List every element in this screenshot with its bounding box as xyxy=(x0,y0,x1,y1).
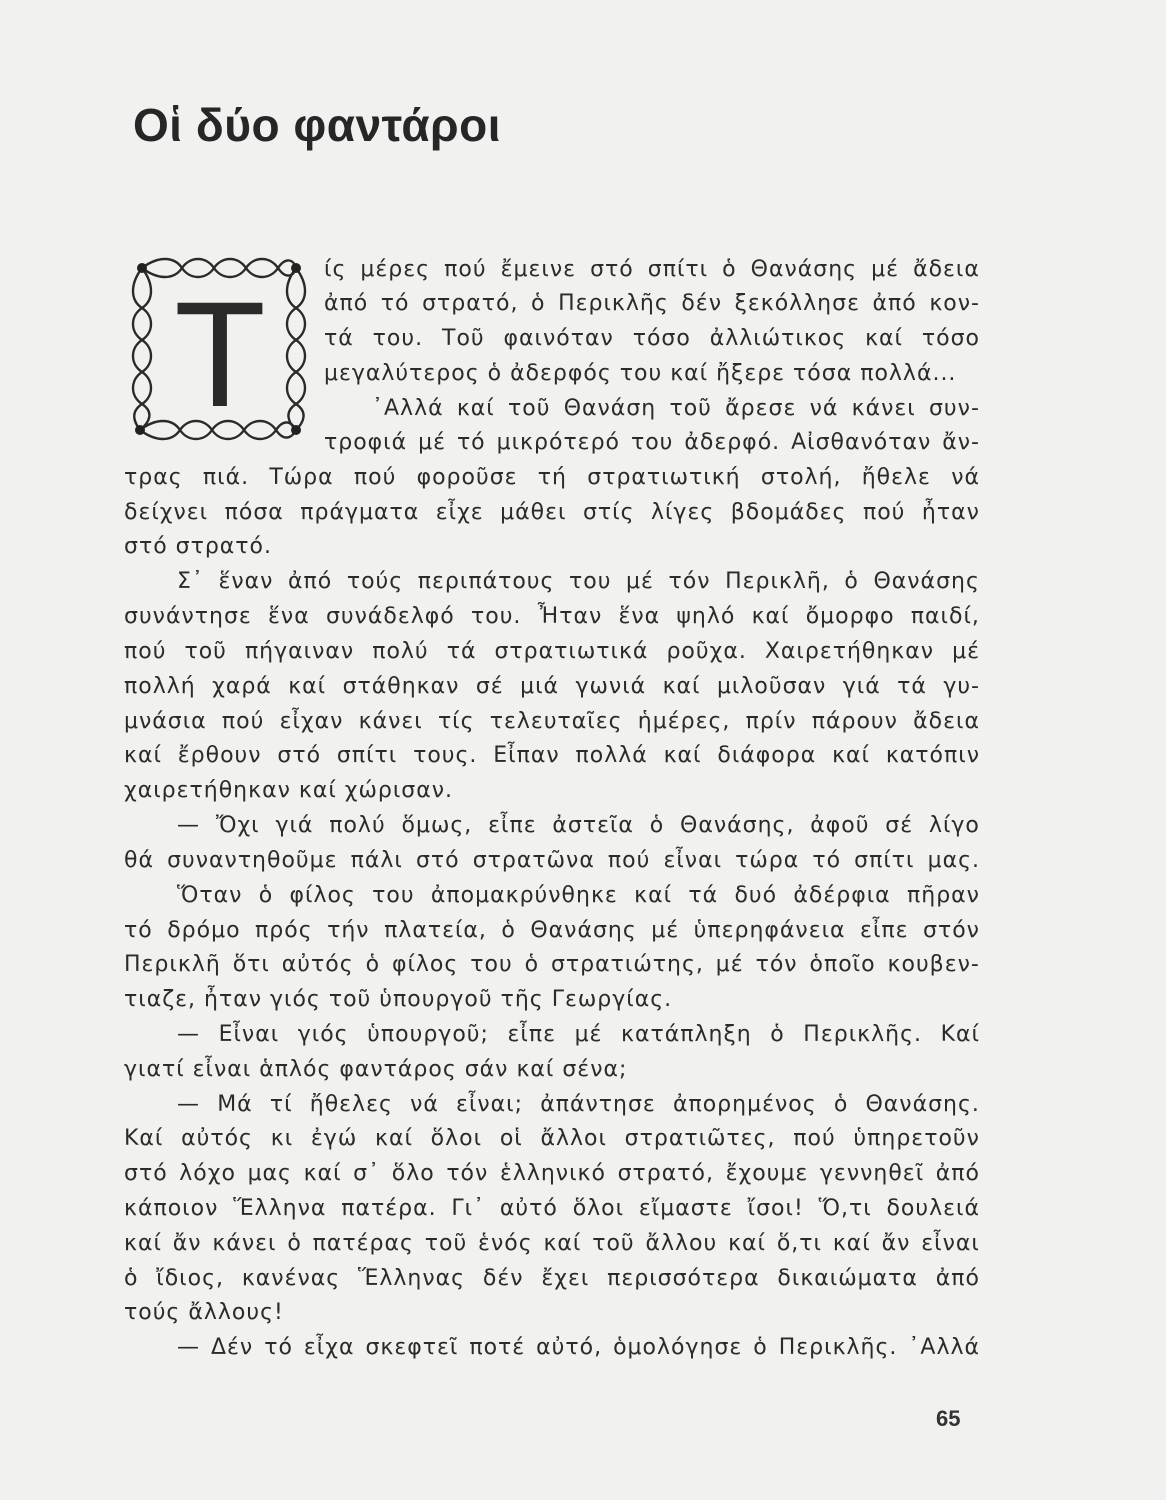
text-line: — Μά τί ἤθελες νά εἶναι; ἀπάντησε ἀπορημένος ὁ Θανάσης. xyxy=(177,1092,980,1117)
drop-cap-letter: T xyxy=(174,270,266,438)
text-line: συνάντησε ἕνα συνάδελφό του. Ἦταν ἕνα ψηλό καί ὄμορφο παιδί, xyxy=(124,604,980,629)
text-line: ίς μέρες πού ἔμεινε στό σπίτι ὁ Θανάσης μέ ἄδεια xyxy=(324,257,980,282)
text-line: καί ἔρθουν στό σπίτι τους. Εἶπαν πολλά καί διάφορα καί κατόπιν xyxy=(124,743,980,768)
text-line: τούς ἄλλους! xyxy=(124,1300,284,1325)
text-line: γιατί εἶναι ἁπλός φαντάρος σάν καί σένα; xyxy=(124,1057,628,1082)
text-line: Σ᾿ ἕναν ἀπό τούς περιπάτους του μέ τόν Περικλῆ, ὁ Θανάσης xyxy=(177,569,980,594)
page-number: 65 xyxy=(936,1406,961,1431)
text-line: θά συναντηθοῦμε πάλι στό στρατῶνα πού εἶναι τώρα τό σπίτι μας. xyxy=(124,848,980,873)
text-line: στό στρατό. xyxy=(124,534,272,559)
text-line: καί ἄν κάνει ὁ πατέρας τοῦ ἑνός καί τοῦ ἄλλου καί ὅ,τι καί ἄν εἶναι xyxy=(124,1231,980,1256)
text-line: χαιρετήθηκαν καί χώρισαν. xyxy=(124,778,454,803)
text-line: — Δέν τό εἶχα σκεφτεῖ ποτέ αὐτό, ὁμολόγησε ὁ Περικλῆς. ᾿Αλλά xyxy=(177,1335,980,1360)
text-line: Περικλῆ ὅτι αὐτός ὁ φίλος του ὁ στρατιώτης, μέ τόν ὁποῖο κουβεν- xyxy=(124,952,980,977)
drop-cap-ornament xyxy=(130,256,308,444)
chapter-title: Οἱ δύο φαντάροι xyxy=(133,99,502,151)
text-line: Ὅταν ὁ φίλος του ἀπομακρύνθηκε καί τά δυό ἀδέρφια πῆραν xyxy=(177,883,980,908)
text-line: Καί αὐτός κι ἐγώ καί ὅλοι οἱ ἄλλοι στρατιῶτες, πού ὑπηρετοῦν xyxy=(124,1126,980,1151)
text-line: μνάσια πού εἶχαν κάνει τίς τελευταῖες ἡμέρες, πρίν πάρουν ἄδεια xyxy=(124,709,980,734)
text-line: ᾿Αλλά καί τοῦ Θανάση τοῦ ἄρεσε νά κάνει συν- xyxy=(372,396,980,421)
text-line: κάποιον Ἕλληνα πατέρα. Γι᾿ αὐτό ὅλοι εἴμαστε ἴσοι! Ὅ,τι δουλειά xyxy=(124,1196,980,1221)
text-line: τά του. Τοῦ φαινόταν τόσο ἀλλιώτικος καί τόσο xyxy=(324,326,980,351)
text-line: τρας πιά. Τώρα πού φοροῦσε τή στρατιωτική στολή, ἤθελε νά xyxy=(124,465,980,490)
text-line: — Ὄχι γιά πολύ ὅμως, εἶπε ἀστεῖα ὁ Θανάσης, ἀφοῦ σέ λίγο xyxy=(177,813,980,838)
text-line: ἀπό τό στρατό, ὁ Περικλῆς δέν ξεκόλλησε ἀπό κον- xyxy=(324,291,980,316)
text-line: τροφιά μέ τό μικρότερό του ἀδερφό. Αἰσθανόταν ἄν- xyxy=(324,430,980,455)
text-line: πολλή χαρά καί στάθηκαν σέ μιά γωνιά καί μιλοῦσαν γιά τά γυ- xyxy=(124,674,980,699)
text-line: δείχνει πόσα πράγματα εἶχε μάθει στίς λίγες βδομάδες πού ἦταν xyxy=(124,500,980,525)
text-line: — Εἶναι γιός ὑπουργοῦ; εἶπε μέ κατάπληξη ὁ Περικλῆς. Καί xyxy=(177,1022,980,1047)
text-line: στό λόχο μας καί σ᾿ ὅλο τόν ἑλληνικό στρατό, ἔχουμε γεννηθεῖ ἀπό xyxy=(124,1161,980,1186)
text-line: τιαζε, ἦταν γιός τοῦ ὑπουργοῦ τῆς Γεωργίας. xyxy=(124,987,673,1012)
text-line: πού τοῦ πήγαιναν πολύ τά στρατιωτικά ροῦχα. Χαιρετήθηκαν μέ xyxy=(124,639,980,664)
text-line: μεγαλύτερος ὁ ἀδερφός του καί ἤξερε τόσα πολλά... xyxy=(324,361,957,386)
text-line: ὁ ἴδιος, κανένας Ἕλληνας δέν ἔχει περισσότερα δικαιώματα ἀπό xyxy=(124,1266,980,1291)
text-line: τό δρόμο πρός τήν πλατεία, ὁ Θανάσης μέ ὑπερηφάνεια εἶπε στόν xyxy=(124,918,980,943)
